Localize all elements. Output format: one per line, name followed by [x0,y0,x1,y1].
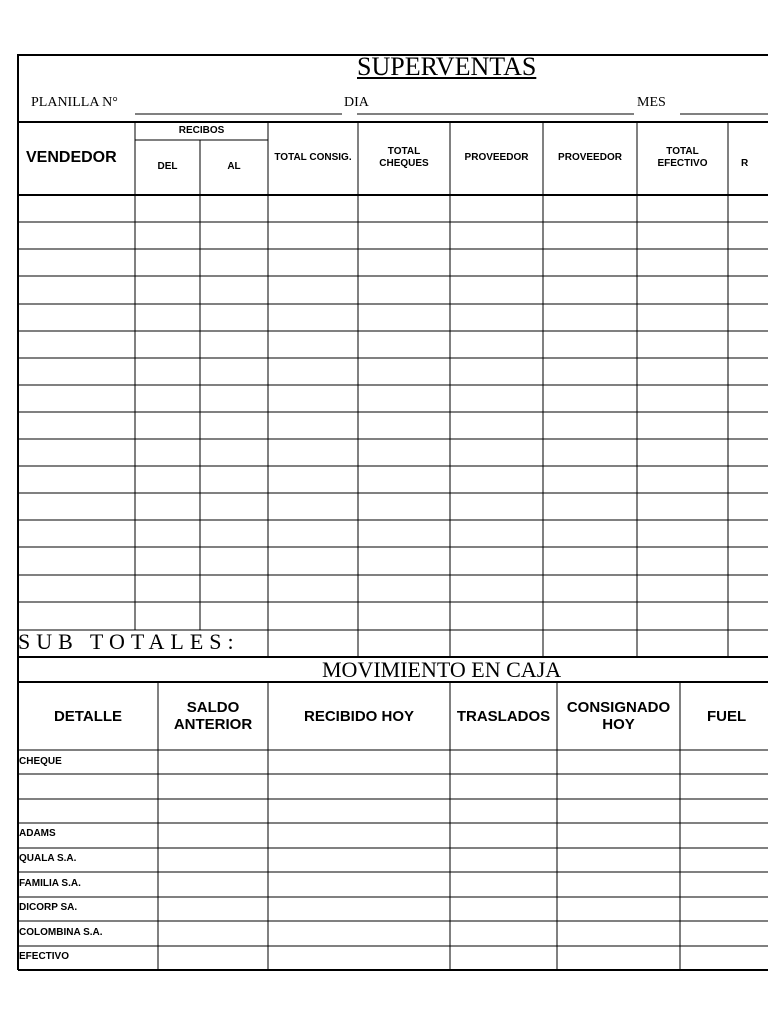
planilla-label: PLANILLA N° [31,95,118,110]
row-label-efectivo: EFECTIVO [19,951,70,962]
page-title: SUPERVENTAS [357,52,537,81]
header-proveedor-2: PROVEEDOR [558,152,622,163]
mes-label: MES [637,95,666,110]
row-label-adams: ADAMS [19,828,56,839]
header-fuel: FUEL [707,708,747,725]
row-label-familia: FAMILIA S.A. [19,878,81,889]
row-label-dicorp: DICORP SA. [19,902,78,913]
header-traslados: TRASLADOS [456,708,551,725]
header-total-cheques-line1: TOTAL [387,146,421,157]
dia-label: DIA [344,95,369,110]
header-del: DEL [157,161,178,172]
header-total-efectivo-line2: EFECTIVO [657,158,708,169]
row-label-colombina: COLOMBINA S.A. [19,927,103,938]
header-consignado-hoy-line1: CONSIGNADO [566,699,671,716]
row-label-quala: QUALA S.A. [19,853,77,864]
header-recibido-hoy: RECIBIDO HOY [303,708,414,725]
header-total-cheques-line2: CHEQUES [379,158,429,169]
header-proveedor-1: PROVEEDOR [464,152,529,163]
header-recibos: RECIBOS [178,125,225,136]
header-cut-column: R [741,158,749,169]
header-saldo-anterior-line2: ANTERIOR [173,716,253,733]
header-total-efectivo-line1: TOTAL [666,146,699,157]
header-vendedor: VENDEDOR [26,149,117,166]
movimiento-caja-title: MOVIMIENTO EN CAJA [322,657,562,682]
header-saldo-anterior-line1: SALDO [186,699,240,716]
header-al: AL [227,161,241,172]
header-consignado-hoy-line2: HOY [602,716,635,733]
subtotales-label: SUB TOTALES: [18,629,240,654]
header-detalle: DETALLE [53,708,123,725]
header-total-consig: TOTAL CONSIG. [274,152,352,163]
row-label-cheque: CHEQUE [19,756,62,767]
